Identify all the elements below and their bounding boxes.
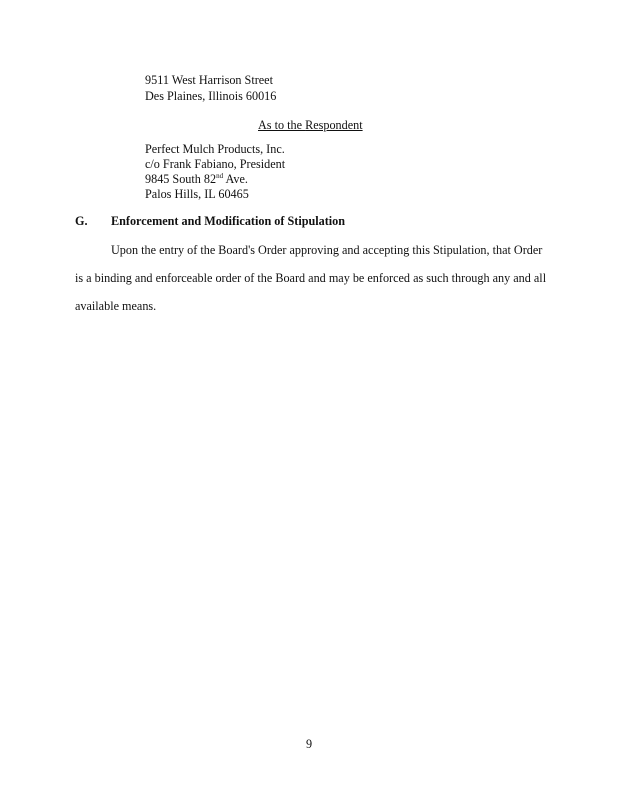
section-heading: [75, 214, 345, 229]
complainant-city: Des Plaines, Illinois 60016: [145, 89, 277, 103]
respondent-caption-word: Respondent: [305, 118, 363, 132]
section-title: Enforcement and Modification of Stipulation: [111, 214, 346, 228]
body-line-3: available means.: [75, 299, 157, 313]
body-line-1: Upon the entry of the Board's Order approving and accepting this Stipulation, that Order: [111, 243, 543, 257]
section-letter: G.: [75, 214, 88, 228]
respondent-caption: [258, 118, 363, 133]
respondent-company: Perfect Mulch Products, Inc.: [145, 142, 285, 156]
body-line-2: is a binding and enforceable order of the Board and may be enforced as such through any and all: [75, 271, 547, 285]
respondent-street: [145, 172, 248, 187]
respondent-attn: c/o Frank Fabiano, President: [145, 157, 286, 171]
respondent-street-suffix: Ave.: [223, 172, 248, 186]
page-number: 9: [305, 737, 313, 751]
respondent-caption-prefix: As to the: [258, 118, 306, 132]
complainant-street: 9511 West Harrison Street: [145, 73, 273, 87]
respondent-street-number: 9845 South 82: [145, 172, 217, 186]
respondent-street-sup: nd: [216, 172, 224, 180]
respondent-city: Palos Hills, IL 60465: [145, 187, 249, 201]
